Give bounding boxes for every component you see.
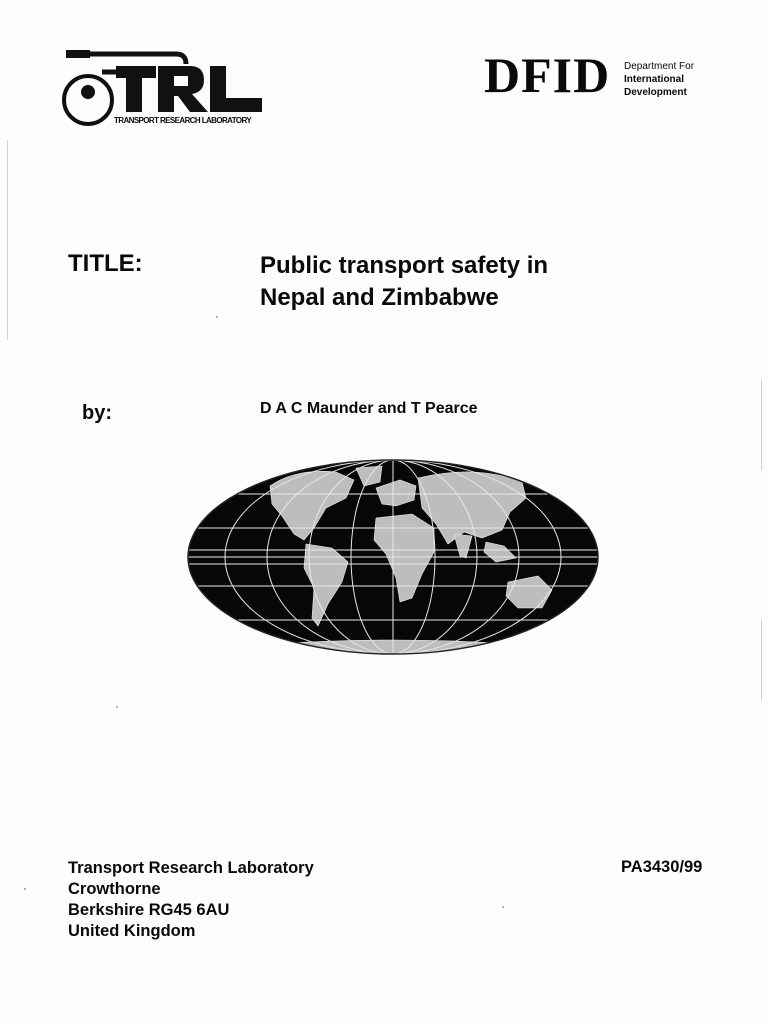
- dfid-line-2: International: [624, 74, 685, 85]
- authors: D A C Maunder and T Pearce: [260, 400, 478, 417]
- dfid-line-3: Development: [624, 87, 687, 98]
- scan-speck: [24, 888, 26, 890]
- scan-speck: [502, 906, 504, 908]
- address-line-4: United Kingdom: [68, 922, 196, 940]
- dfid-wordmark: DFID: [484, 47, 611, 103]
- scan-edge-left: [7, 140, 8, 340]
- page-title: [260, 250, 640, 314]
- dfid-department-text: [624, 60, 694, 99]
- title-line-1: Public transport safety in: [260, 252, 549, 279]
- scan-edge-right: [761, 380, 762, 470]
- world-map-icon: [186, 458, 600, 656]
- scan-speck: [116, 706, 118, 708]
- dfid-line-1: Department For: [624, 61, 695, 72]
- address-line-1: Transport Research Laboratory: [68, 859, 314, 877]
- publisher-address: [68, 858, 314, 942]
- scan-speck: [216, 316, 218, 318]
- address-line-2: Crowthorne: [68, 880, 161, 898]
- scan-edge-right-lower: [761, 620, 762, 700]
- trl-subtitle: TRANSPORT RESEARCH LABORATORY: [114, 116, 252, 125]
- trl-logo: [58, 42, 270, 142]
- by-label: by:: [82, 402, 112, 424]
- title-line-2: Nepal and Zimbabwe: [260, 284, 499, 311]
- title-label: TITLE:: [68, 250, 143, 277]
- address-line-3: Berkshire RG45 6AU: [68, 901, 230, 919]
- report-number: PA3430/99: [621, 858, 703, 876]
